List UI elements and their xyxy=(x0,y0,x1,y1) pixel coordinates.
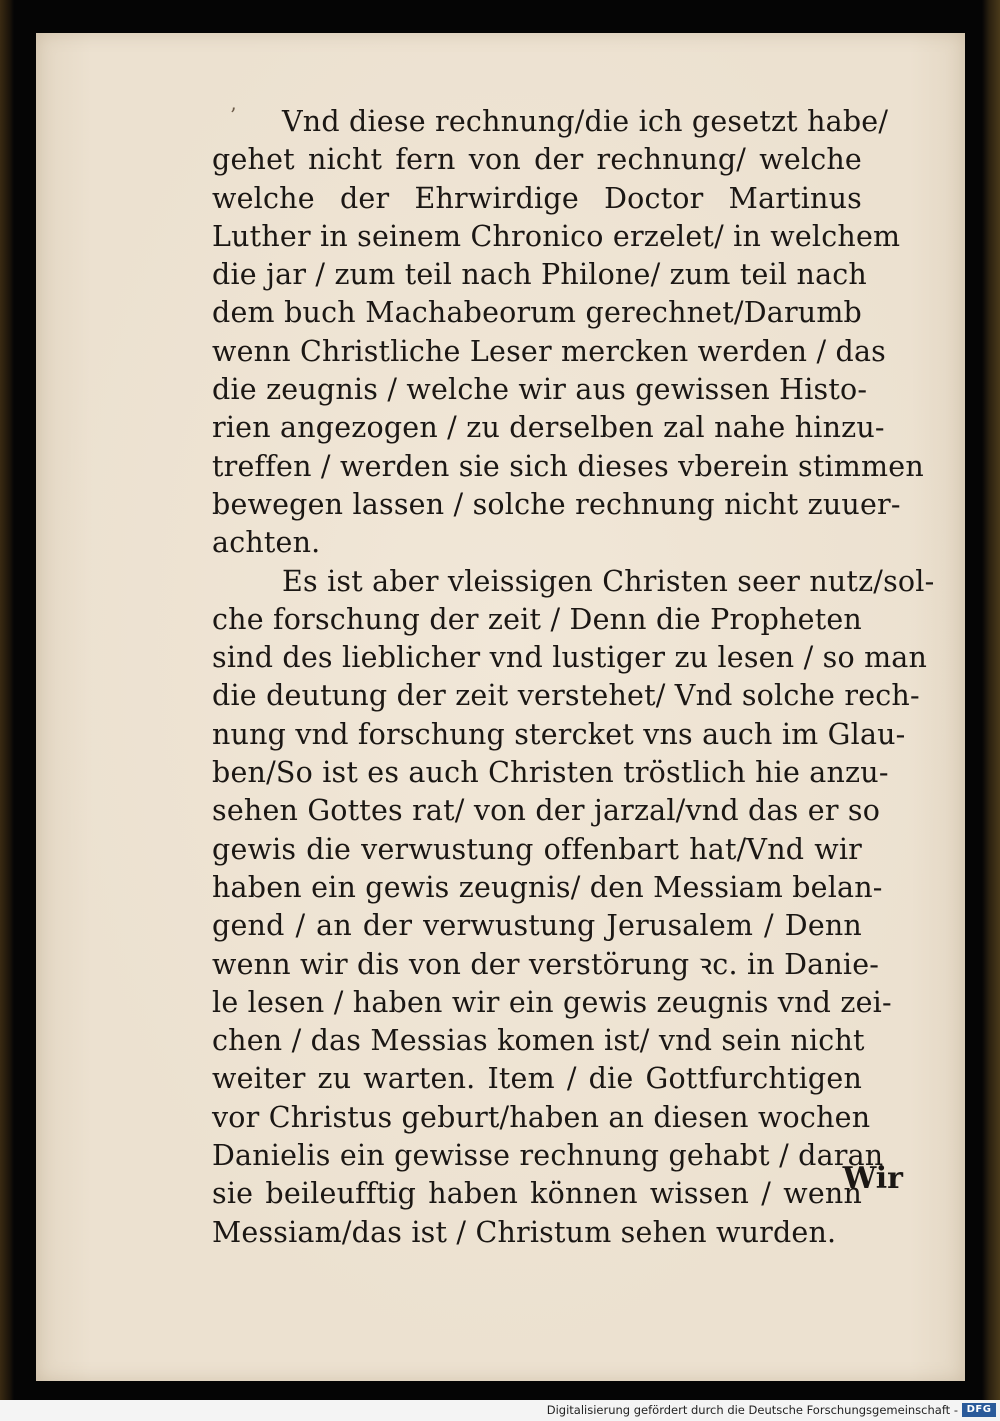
text-line: sind des lieblicher vnd lustiger zu lesen / so man xyxy=(212,641,928,675)
text-line: rien angezogen / zu derselben zal nahe hinzu- xyxy=(212,411,885,445)
stray-ink-mark: ’ xyxy=(230,103,237,127)
book-page xyxy=(36,33,965,1381)
text-line: welche der Ehrwirdige Doctor Martinus xyxy=(212,181,862,215)
text-line: bewegen lassen / solche rechnung nicht zuuer- xyxy=(212,487,901,521)
text-line: le lesen / haben wir ein gewis zeugnis vnd zei- xyxy=(212,985,892,1019)
text-line: die zeugnis / welche wir aus gewissen Histo- xyxy=(212,373,868,407)
text-line: che forschung der zeit / Denn die Propheten xyxy=(212,602,862,636)
text-line: nung vnd forschung stercket vns auch im Glau- xyxy=(212,717,906,751)
text-line: Luther in seinem Chronico erzelet/ in welchem xyxy=(212,219,901,253)
text-line: Es ist aber vleissigen Christen seer nutz/sol- xyxy=(282,564,935,598)
text-line: ben/So ist es auch Christen tröstlich hie anzu- xyxy=(212,756,889,790)
text-line: Danielis ein gewisse rechnung gehabt / daran xyxy=(212,1139,884,1173)
page-text xyxy=(212,103,935,1252)
text-line: haben ein gewis zeugnis/ den Messiam belan- xyxy=(212,870,883,904)
text-line: sie beileufftig haben können wissen / wenn xyxy=(212,1177,862,1211)
text-line: wenn Christliche Leser mercken werden / das xyxy=(212,334,887,368)
text-line: sehen Gottes rat/ von der jarzal/vnd das er so xyxy=(212,794,881,828)
text-line: weiter zu warten. Item / die Gottfurchtigen xyxy=(212,1062,862,1096)
text-line: treffen / werden sie sich dieses vberein stimmen xyxy=(212,449,924,483)
text-line: vor Christus geburt/haben an diesen wochen xyxy=(212,1100,871,1134)
text-line: achten. xyxy=(212,526,321,560)
digitization-credit: Digitalisierung gefördert durch die Deutsche Forschungsgemeinschaft - xyxy=(546,1403,958,1417)
text-line: chen / das Messias komen ist/ vnd sein nicht xyxy=(212,1024,865,1058)
text-line: dem buch Machabeorum gerechnet/Darumb xyxy=(212,296,862,330)
book-edge-left xyxy=(0,0,14,1400)
text-line: wenn wir dis von der verstörung ꝛc. in Danie- xyxy=(212,947,880,981)
catchword: Wir xyxy=(842,1161,903,1196)
text-line: gend / an der verwustung Jerusalem / Denn xyxy=(212,909,862,943)
book-edge-right xyxy=(982,0,1000,1400)
text-line: Vnd diese rechnung/die ich gesetzt habe/ xyxy=(282,105,889,138)
text-line: gewis die verwustung offenbart hat/Vnd wir xyxy=(212,832,862,866)
text-line: Messiam/das ist / Christum sehen wurden. xyxy=(212,1215,837,1249)
text-line: gehet nicht fern von der rechnung/ welche xyxy=(212,143,862,177)
dfg-logo-icon: DFG xyxy=(962,1403,996,1417)
text-line: die deutung der zeit verstehet/ Vnd solche rech- xyxy=(212,679,920,713)
footer-bar xyxy=(0,1400,1000,1421)
text-line: die jar / zum teil nach Philone/ zum teil nach xyxy=(212,258,867,292)
